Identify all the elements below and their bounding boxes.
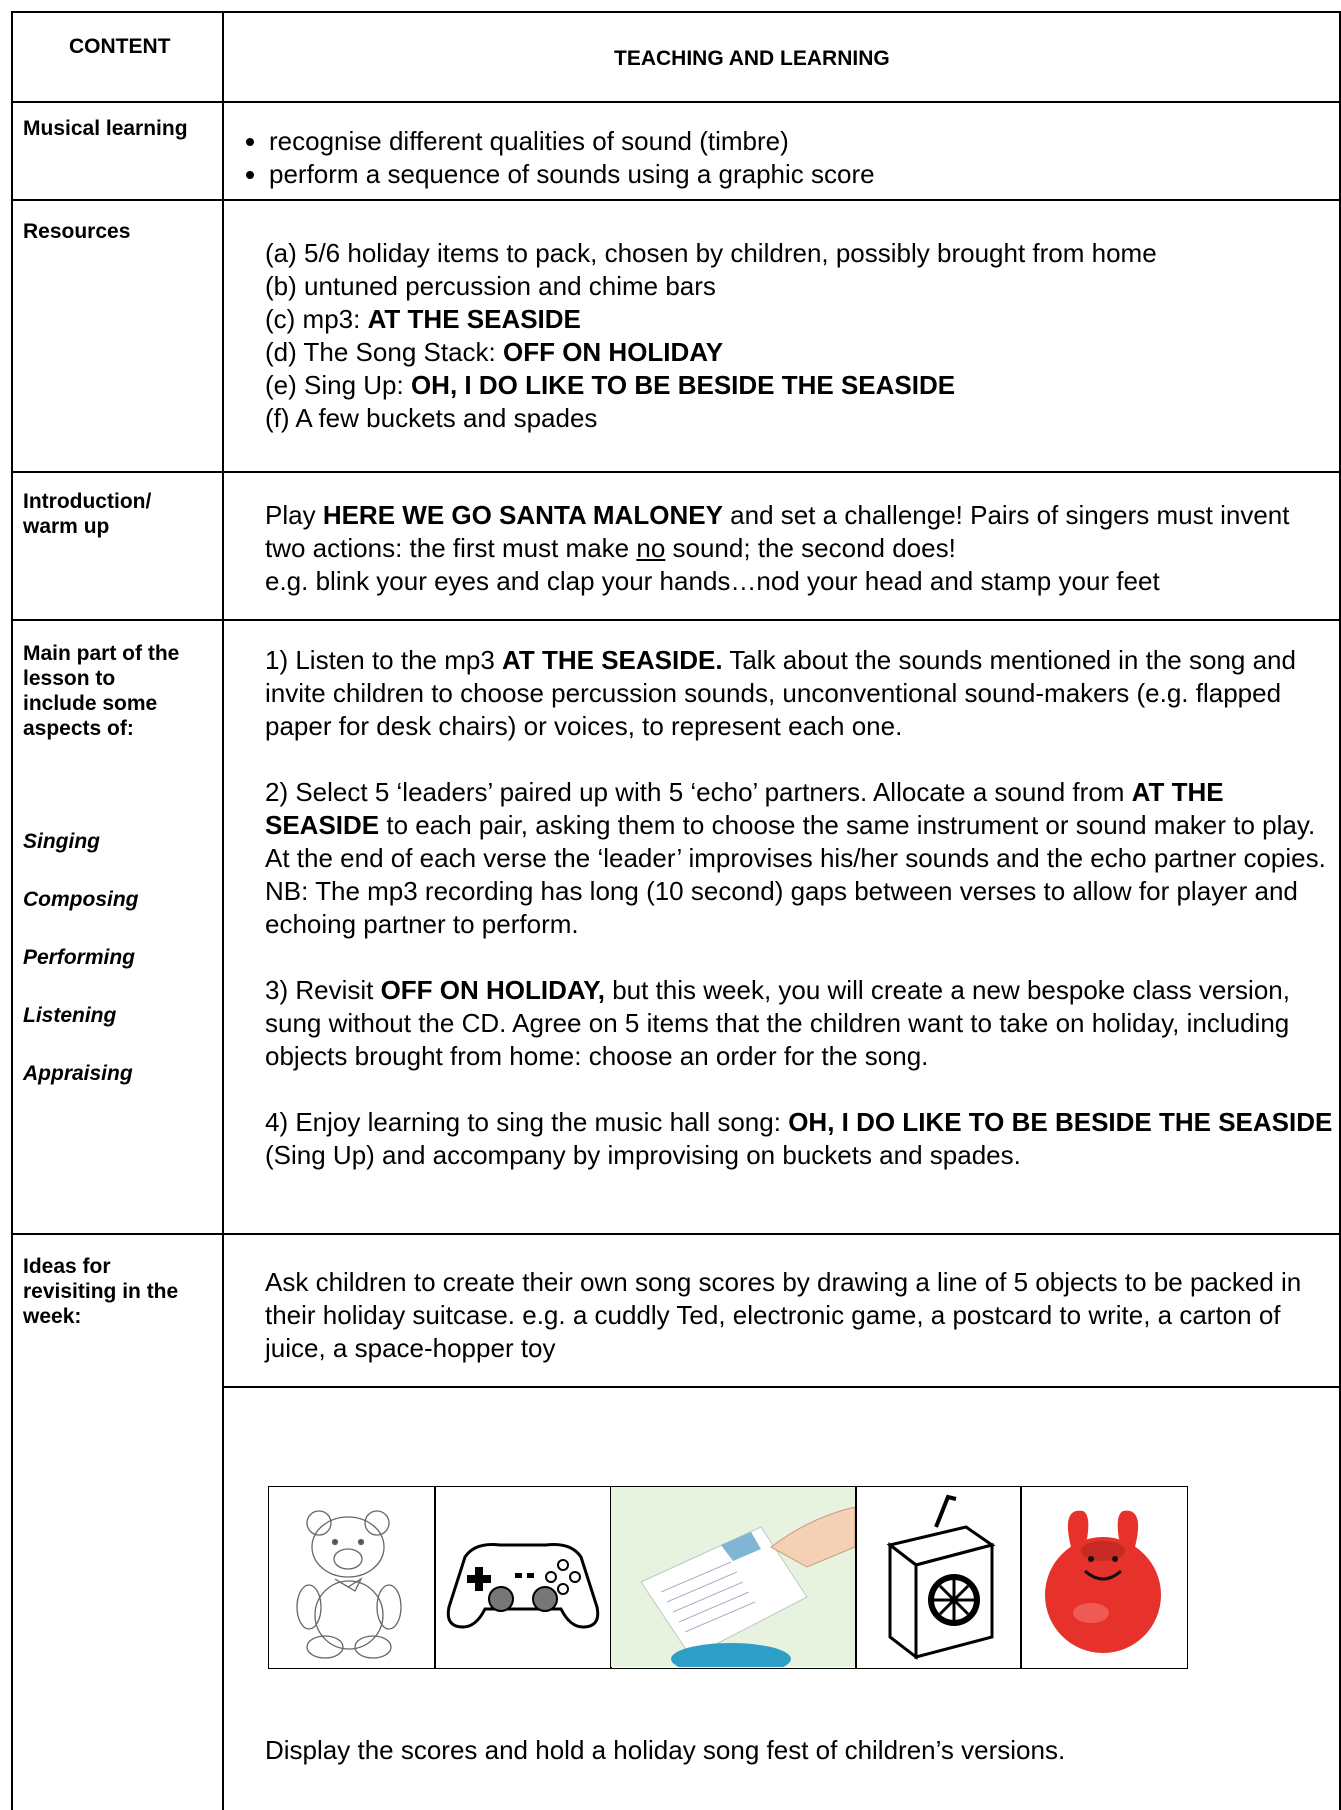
header-content: CONTENT [69,35,171,58]
aspect-singing: Singing [23,830,100,853]
postcard-icon [610,1486,857,1669]
intro-label: Introduction/ warm up [23,490,152,538]
intro-content: Play HERE WE GO SANTA MALONEY and set a challenge! Pairs of singers must invent two actions: the first must make no sound; the second does! e.g. blink your eyes and clap your hands…nod your head and stamp your feet [265,500,1290,596]
resource-line: (d) The Song Stack: OFF ON HOLIDAY [265,337,724,367]
space-hopper-icon [1020,1486,1188,1669]
ideas-label: Ideas for revisiting in the week: [23,1255,179,1328]
musical-item: • recognise different qualities of sound (timbre) [269,125,1333,158]
header-teaching: TEACHING AND LEARNING [614,47,890,70]
resources-content [265,237,1333,435]
ideas-closing: Display the scores and hold a holiday song fest of children’s versions. [265,1735,1066,1765]
resource-line: (c) mp3: AT THE SEASIDE [265,304,581,334]
step-1: 1) Listen to the mp3 AT THE SEASIDE. Talk about the sounds mentioned in the song and invite children to choose percussion sounds, unconventional sound-makers (e.g. flapped paper for desk chairs) or voices, to represent each one. [265,645,1296,741]
main-content [265,644,1333,1172]
step-4: 4) Enjoy learning to sing the music hall song: OH, I DO LIKE TO BE BESIDE THE SEASIDE (Sing Up) and accompany by improvising on buckets and spades. [265,1107,1333,1170]
aspect-listening: Listening [23,1004,117,1027]
aspect-appraising: Appraising [23,1062,133,1085]
resource-line: (f) A few buckets and spades [265,403,598,433]
ideas-text: Ask children to create their own song scores by drawing a line of 5 objects to be packed in their holiday suitcase. e.g. a cuddly Ted, electronic game, a postcard to write, a carton of juice, a space-hopper toy [265,1267,1302,1363]
aspect-composing: Composing [23,888,139,911]
lesson-plan-table [11,11,1341,1810]
musical-content [223,125,1333,191]
resource-line: (b) untuned percussion and chime bars [265,271,716,301]
resource-line: (a) 5/6 holiday items to pack, chosen by children, possibly brought from home [265,238,1157,268]
teddy-bear-icon [268,1486,436,1669]
musical-item: • perform a sequence of sounds using a graphic score [269,158,1333,191]
step-3: 3) Revisit OFF ON HOLIDAY, but this week, you will create a new bespoke class version, sung without the CD. Agree on 5 items that the children want to take on holiday, including objects brought from home: choose an order for the song. [265,975,1290,1071]
main-label: Main part of the lesson to include some aspects of: [23,642,180,740]
resources-label: Resources [23,220,131,243]
musical-label: Musical learning [23,117,188,140]
aspect-performing: Performing [23,946,136,969]
resource-line: (e) Sing Up: OH, I DO LIKE TO BE BESIDE THE SEASIDE [265,370,956,400]
juice-carton-icon [855,1486,1022,1669]
game-controller-icon [434,1486,612,1669]
score-images [268,1486,1339,1669]
step-2: 2) Select 5 ‘leaders’ paired up with 5 ‘echo’ partners. Allocate a sound from AT THE SEASIDE to each pair, asking them to choose the same instrument or sound maker to play. At the end of each verse the ‘leader’ improvises his/her sounds and the echo partner copies. NB: The mp3 recording has long (10 second) gaps between verses to allow for player and echoing partner to perform. [265,777,1326,939]
